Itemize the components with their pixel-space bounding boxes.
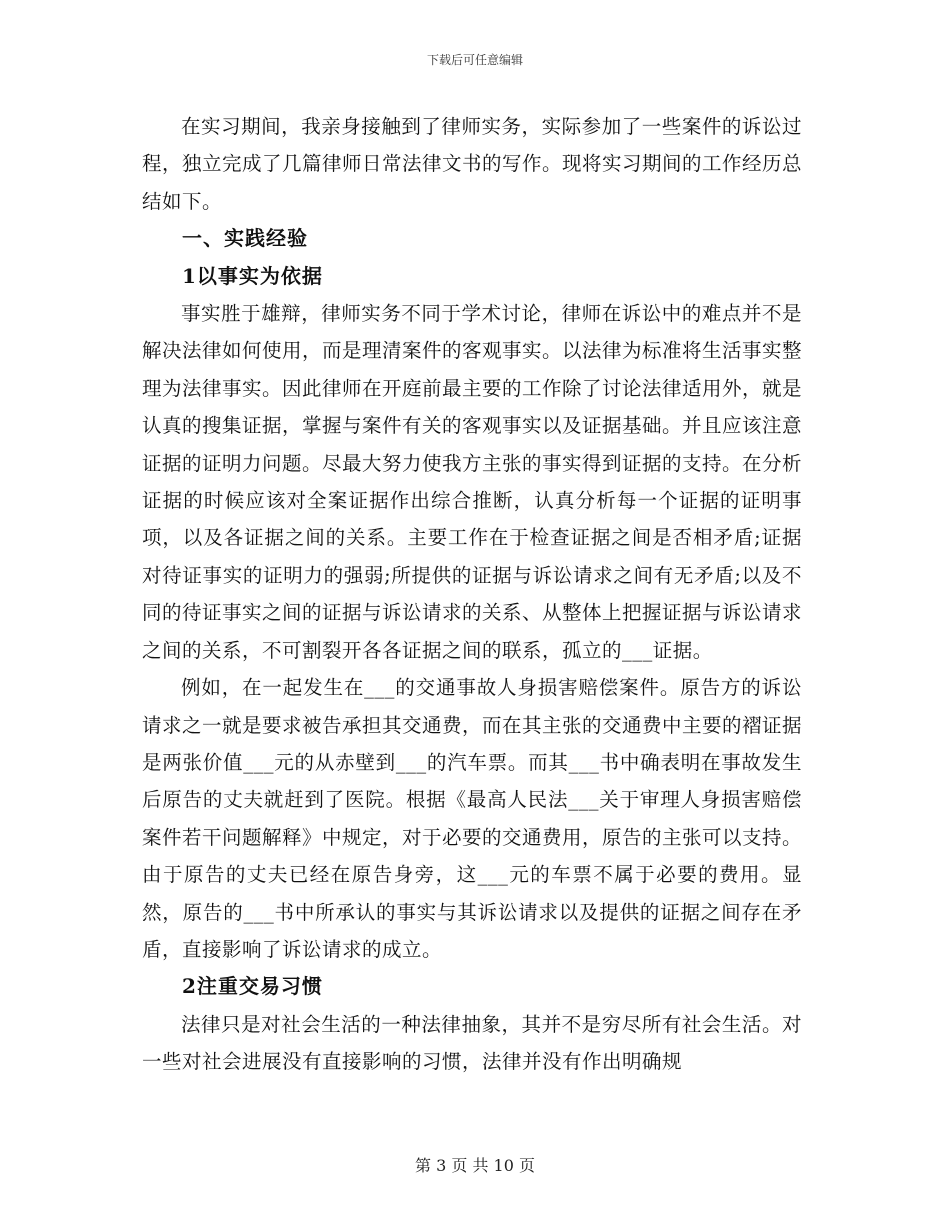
paragraph-trade-customs: 法律只是对社会生活的一种法律抽象，其并不是穷尽所有社会生活。对一些对社会进展没有直接影响的习惯，法律并没有作出明确规 xyxy=(142,1012,802,1074)
document-body xyxy=(142,108,802,1081)
paragraph-example: 例如，在一起发生在___的交通事故人身损害赔偿案件。原告方的诉讼请求之一就是要求被告承担其交通费，而在其主张的交通费中主要的褶证据是两张价值___元的从赤壁到___的汽车票。而其___书中确表明在事故发生后原告的丈夫就赶到了医院。根据《最高人民法___关于审理人身损害赔偿案件若干问题解释》中规定，对于必要的交通费用，原告的主张可以支持。由于原告的丈夫已经在原告身旁，这___元的车票不属于必要的费用。显然，原告的___书中所承认的事实与其诉讼请求以及提供的证据之间存在矛盾，直接影响了诉讼请求的成立。 xyxy=(142,676,803,961)
subheading-trade-customs: 2注重交易习惯 xyxy=(182,974,323,999)
paragraph-facts: 事实胜于雄辩，律师实务不同于学术讨论，律师在诉讼中的难点并不是解决法律如何使用，而是理清案件的客观事实。以法律为标准将生活事实整理为法律事实。因此律师在开庭前最主要的工作除了讨论法律适用外，就是认真的搜集证据，掌握与案件有关的客观事实以及证据基础。并且应该注意证据的证明力问题。尽最大努力使我方主张的事实得到证据的支持。在分析证据的时候应该对全案证据作出综合推断，认真分析每一个证据的证明事项，以及各证据之间的关系。主要工作在于检查证据之间是否相矛盾;证据对待证事实的证明力的强弱;所提供的证据与诉讼请求之间有无矛盾;以及不同的待证事实之间的证据与诉讼请求的关系、从整体上把握证据与诉讼请求之间的关系，不可割裂开各各证据之间的联系，孤立的___证据。 xyxy=(142,302,803,662)
page-number: 第 3 页 共 10 页 xyxy=(415,1156,535,1175)
page-header: 下载后可任意编辑 xyxy=(426,53,523,67)
intro-paragraph: 在实习期间，我亲身接触到了律师实务，实际参加了一些案件的诉讼过程，独立完成了几篇律师日常法律文书的写作。现将实习期间的工作经历总结如下。 xyxy=(142,115,803,213)
subheading-facts-as-basis: 1以事实为依据 xyxy=(182,263,323,288)
section-heading-practice-experience: 一、实践经验 xyxy=(182,226,308,251)
